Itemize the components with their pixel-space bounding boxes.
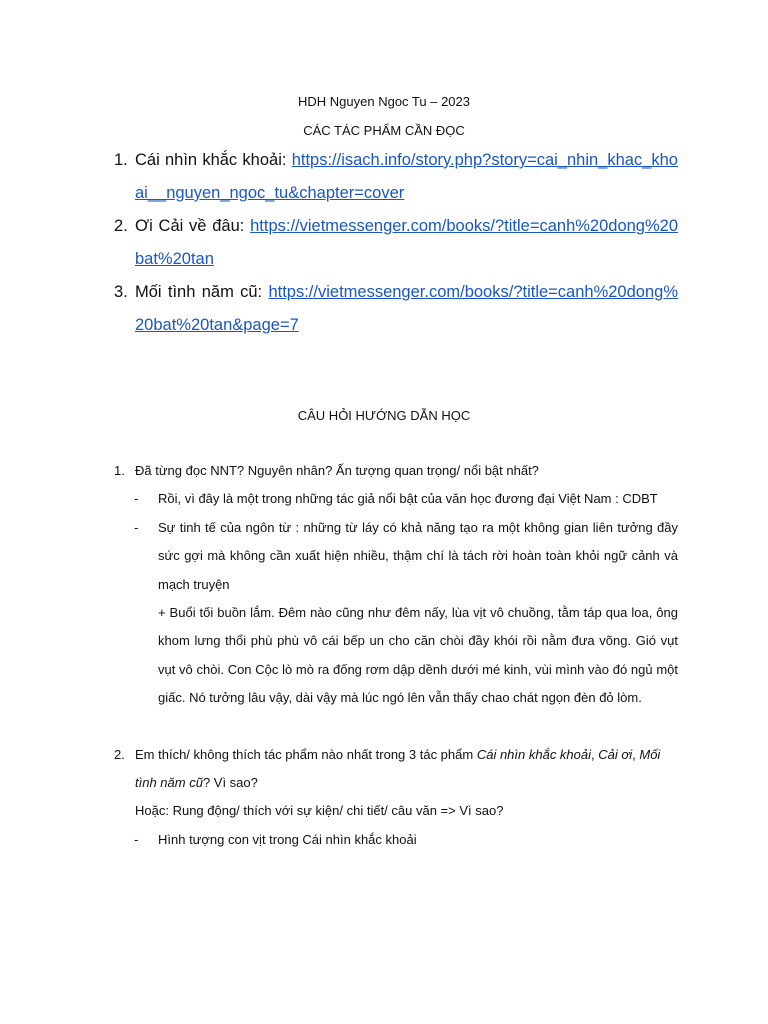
work-link[interactable]: https://vietmessenger.com/books/?title=canh%20dong%20bat%20tan (135, 217, 678, 268)
bullet-text: Sự tinh tế của ngôn từ : những từ láy có khả năng tạo ra một không gian liên tưởng đầy sức gợi mà không cần xuất hiện nhiều, thậm chí là tách rời hoàn toàn khỏi ngữ cảnh và mạch truyện (158, 519, 678, 592)
answer-bullet (114, 826, 678, 854)
dash-marker: - (134, 491, 139, 507)
list-number: 3. (114, 283, 128, 301)
reading-item-3 (114, 276, 678, 342)
document-header-line2: CÁC TÁC PHẨM CẦN ĐỌC (303, 123, 465, 138)
list-number: 1. (114, 151, 128, 169)
answer-bullet (114, 485, 678, 513)
bullet-text: Rồi, vì đây là một trong những tác giả nổi bật của văn học đương đại Việt Nam : CDBT (158, 491, 658, 507)
document-header-line1: HDH Nguyen Ngoc Tu – 2023 (298, 94, 470, 109)
list-number: 1. (114, 463, 125, 478)
work-title-3: Mối tình năm cũ (135, 746, 661, 791)
reading-item-1 (114, 144, 678, 210)
question-2 (114, 741, 678, 798)
answer-bullet (114, 514, 678, 599)
alternative-question: Hoặc: Rung động/ thích với sự kiện/ chi tiết/ câu văn => Vì sao? (135, 803, 504, 819)
question-1 (114, 457, 678, 485)
guide-heading: CÂU HỎI HƯỚNG DẪN HỌC (297, 408, 471, 423)
reading-item-2 (114, 210, 678, 276)
separator: , (591, 746, 599, 762)
work-link[interactable]: https://vietmessenger.com/books/?title=canh%20dong%20bat%20tan&page=7 (135, 283, 678, 334)
work-title-1: Cái nhìn khắc khoải (476, 746, 592, 762)
spacer (114, 713, 678, 741)
work-link[interactable]: https://isach.info/story.php?story=cai_nhin_khac_khoai__nguyen_ngoc_tu&chapter=cover (135, 151, 678, 202)
bullet-text: Hình tượng con vịt trong Cái nhìn khắc khoải (158, 831, 417, 847)
reading-list (114, 144, 678, 342)
question-text: Đã từng đọc NNT? Nguyên nhân? Ấn tượng quan trọng/ nổi bật nhất? (135, 463, 539, 478)
guide-questions (114, 457, 678, 854)
list-number: 2. (114, 746, 125, 762)
question-text-b: ? Vì sao? (202, 775, 258, 791)
work-title: Ơi Cải về đâu: (135, 217, 245, 235)
quote-paragraph: + Buổi tối buồn lắm. Đêm nào cũng như đêm nấy, lùa vịt vô chuồng, tằm táp qua loa, ông khom lưng thổi phù phù vô cái bếp un cho căn chòi đầy khói rồi nằm đưa võng. Gió vụt vụt vô chòi. Con Cộc lò mò ra đống rơm dập dềnh dưới mé kinh, vùi mình vào đó ngủ một giấc. Nó tưởng lâu vậy, dài vậy mà lúc ngó lên vẫn thấy chao chát ngọn đèn đỏ lòm. (158, 605, 678, 706)
question-text-a: Em thích/ không thích tác phẩm nào nhất trong 3 tác phẩm (135, 746, 477, 762)
work-title-2: Cải ơi (598, 746, 633, 762)
separator: , (632, 746, 640, 762)
dash-marker: - (134, 831, 139, 847)
work-title: Mối tình năm cũ: (135, 283, 263, 301)
list-number: 2. (114, 217, 128, 235)
work-title: Cái nhìn khắc khoải: (135, 151, 287, 169)
dash-marker: - (134, 519, 139, 535)
